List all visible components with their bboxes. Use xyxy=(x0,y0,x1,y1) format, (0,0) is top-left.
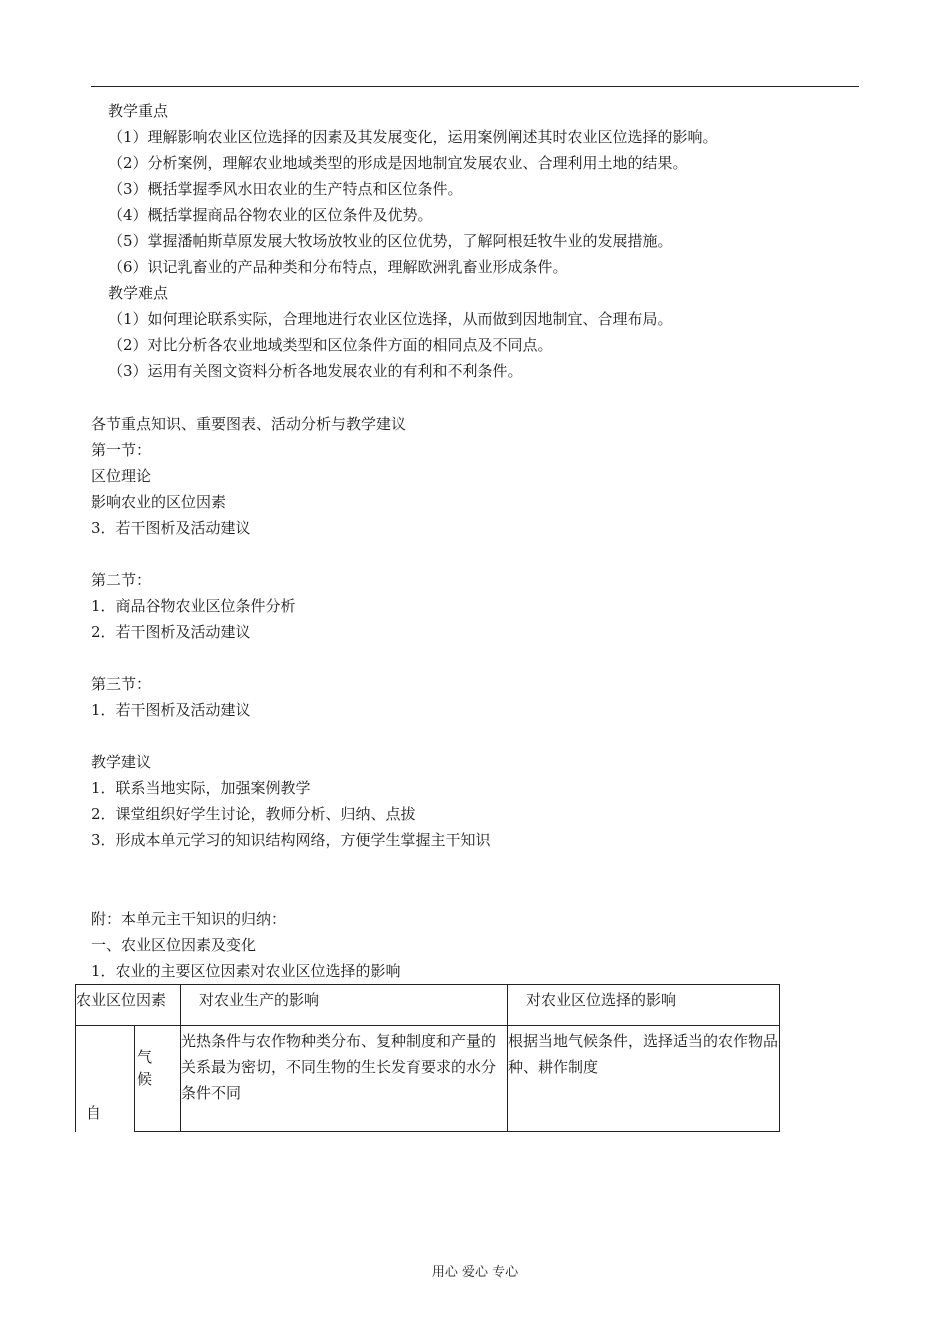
section-3-item: 1．若干图析及活动建议 xyxy=(91,701,251,719)
key-point-item: （2）分析案例，理解农业地域类型的形成是因地制宜发展农业、合理利用土地的结果。 xyxy=(108,154,688,172)
difficult-point-item: （3）运用有关图文资料分析各地发展农业的有利和不利条件。 xyxy=(108,362,523,380)
advice-title: 教学建议 xyxy=(91,753,152,771)
appendix-sub-1: 1．农业的主要区位因素对农业区位选择的影响 xyxy=(91,962,401,980)
section-3-title: 第三节： xyxy=(91,675,152,693)
table-row xyxy=(76,1026,780,1132)
difficult-point-item: （1）如何理论联系实际，合理地进行农业区位选择，从而做到因地制宜、合理布局。 xyxy=(108,310,673,328)
difficult-points-title: 教学难点 xyxy=(108,284,169,302)
page-footer: 用心 爱心 专心 xyxy=(431,1265,519,1280)
section-1-item: 3．若干图析及活动建议 xyxy=(91,519,251,537)
key-point-item: （5）掌握潘帕斯草原发展大牧场放牧业的区位优势，了解阿根廷牧牛业的发展措施。 xyxy=(108,232,673,250)
header-rule xyxy=(91,86,859,87)
table-group-cell: 自 xyxy=(76,1026,135,1132)
table-location-cell: 根据当地气候条件，选择适当的农作物品种、耕作制度 xyxy=(508,1026,780,1132)
table-header-row xyxy=(76,985,780,1026)
appendix-part-1: 一、农业区位因素及变化 xyxy=(91,936,257,954)
appendix-title: 附：本单元主干知识的归纳： xyxy=(91,910,287,928)
location-factors-table xyxy=(75,984,780,1132)
key-point-item: （6）识记乳畜业的产品种类和分布特点，理解欧洲乳畜业形成条件。 xyxy=(108,258,568,276)
table-header-cell: 对农业区位选择的影响 xyxy=(508,985,780,1026)
section-1-item: 区位理论 xyxy=(91,467,152,485)
key-point-item: （1）理解影响农业区位选择的因素及其发展变化，运用案例阐述其时农业区位选择的影响。 xyxy=(108,128,718,146)
key-points-title: 教学重点 xyxy=(108,102,169,120)
advice-item: 2．课堂组织好学生讨论，教师分析、归纳、点拔 xyxy=(91,805,416,823)
table-header-cell: 对农业生产的影响 xyxy=(181,985,508,1026)
table-header-cell: 农业区位因素 xyxy=(76,985,181,1026)
section-2-item: 1．商品谷物农业区位条件分析 xyxy=(91,597,296,615)
section-2-item: 2．若干图析及活动建议 xyxy=(91,623,251,641)
advice-item: 1．联系当地实际，加强案例教学 xyxy=(91,779,311,797)
section-2-title: 第二节： xyxy=(91,571,152,589)
table-factor-cell: 气候 xyxy=(135,1026,181,1132)
key-point-item: （3）概括掌握季风水田农业的生产特点和区位条件。 xyxy=(108,180,463,198)
table-production-cell: 光热条件与农作物种类分布、复种制度和产量的关系最为密切，不同生物的生长发育要求的水分条件不同 xyxy=(181,1026,508,1132)
section-1-title: 第一节： xyxy=(91,441,152,459)
key-point-item: （4）概括掌握商品谷物农业的区位条件及优势。 xyxy=(108,206,433,224)
advice-item: 3．形成本单元学习的知识结构网络，方便学生掌握主干知识 xyxy=(91,831,491,849)
section-1-item: 影响农业的区位因素 xyxy=(91,493,227,511)
difficult-point-item: （2）对比分析各农业地域类型和区位条件方面的相同点及不同点。 xyxy=(108,336,553,354)
sections-heading: 各节重点知识、重要图表、活动分析与教学建议 xyxy=(91,415,407,433)
